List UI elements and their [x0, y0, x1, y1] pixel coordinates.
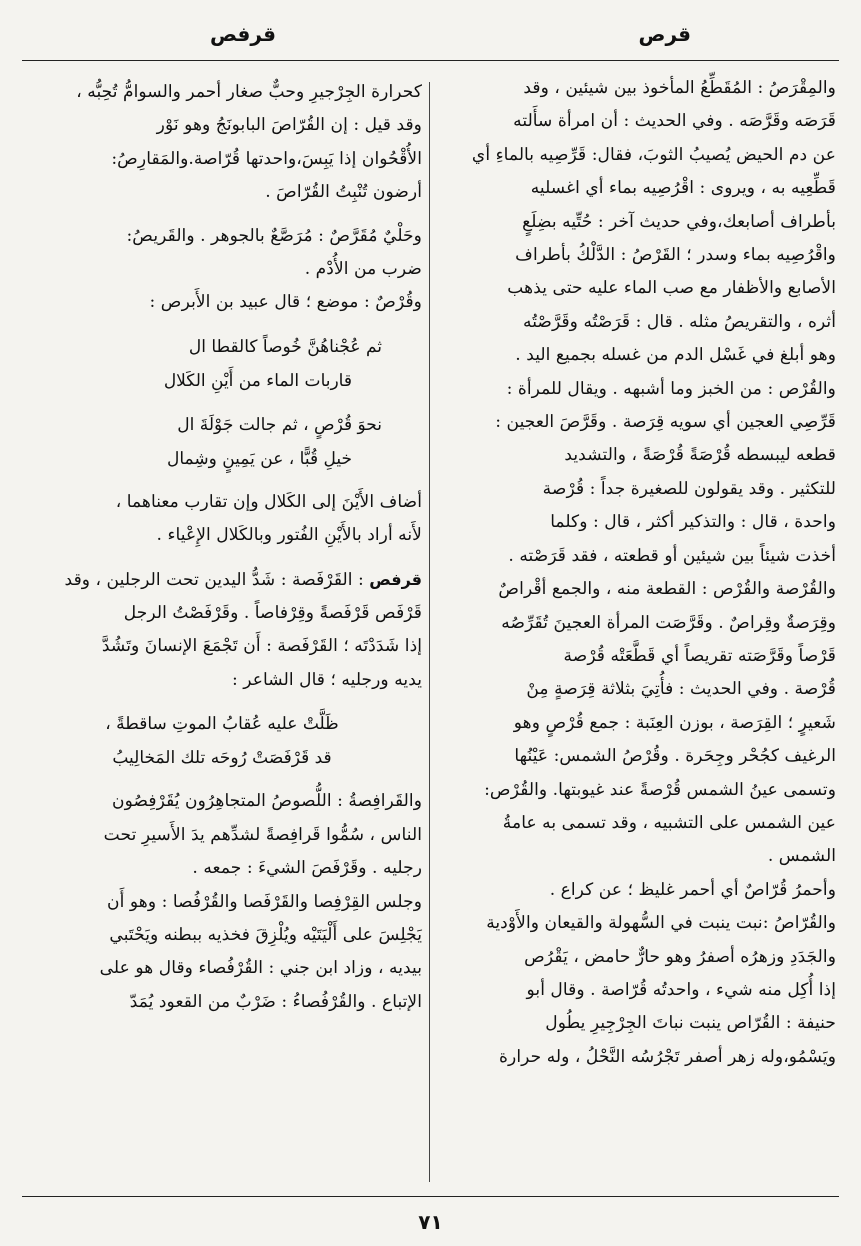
text-line: الإتباع . والقُرْفُصاءُ : ضَرْبٌ من القعود يُمَدّ: [129, 991, 422, 1012]
verse-line: ثم عُجْناهُنَّ خُوصاً كالقطا ال: [188, 336, 382, 357]
page-number: ٧١: [418, 1210, 443, 1234]
text-line: والقُرْصة والقُرْص : القطعة منه ، والجمع أقْراصٌ: [498, 579, 836, 600]
text-line: قَرْصاً وقَرَّصَته تقريصاً أي قَطَّعَتْه قُرْصة: [563, 645, 836, 666]
text-line: شَعيرٍ ؛ القِرَصة ، بوزن العِنَبة : جمع قُرْصٍ وهو: [513, 712, 836, 733]
text-line: أثره ، والتقريصُ مثله . قال : قَرَصْتُه وقَرَّصْتُه: [522, 311, 836, 332]
text-line: الأُقْحُوان إذا يَبِسَ،واحدتها قُرّاصة.والمَقارِصُ:: [111, 148, 422, 169]
text-line: قطعه ليبسطه قُرْصَةً قُرْصَةً ، والتشديد: [564, 445, 836, 466]
text-line: والجَدَدِ وزهرُه أصفرُ وهو حارٌّ حامض ، يَقْرُص: [524, 946, 836, 967]
text-line: قَرَصَه وقَرَّصَه . وفي الحديث : أن امرأة سأَلته: [513, 111, 836, 132]
text-line: بيديه ، وزاد ابن جني : القُرْفُصاء وقال هو على: [99, 958, 422, 979]
text-line: واحدة ، قال : والتذكير أكثر ، قال : وكلما: [550, 512, 836, 533]
text-line: وقد قيل : إن القُرّاصَ البابونَجُ وهو نَوْر: [156, 115, 422, 136]
text-line: أخذت شيئاً بين شيئين أو قطعته ، فقد قَرَصْته .: [508, 545, 836, 566]
text-line: يَجْلِسَ على أَلْيَتَيْه ويُلْزِقَ فخذيه ببطنه ويَحْتَبي: [109, 924, 422, 945]
text-line: وقِرَصةٌ وقِراصٌ . وقَرَّصَت المرأة العجينَ تُقَرِّصُه: [501, 612, 836, 633]
text-line: وقُرْصٌ : موضع ؛ قال عبيد بن الأَبرص :: [149, 292, 422, 313]
paragraph-gap: [22, 476, 422, 486]
paragraph-gap: [22, 210, 422, 220]
running-header-right: قرص: [638, 22, 691, 46]
text-line: الأصابع والأظفار مع صب الماء عليه حتى يذهب: [507, 278, 836, 299]
text-line: : القَرْفَصة : شَدُّ اليدين تحت الرجلين ، وقد: [64, 569, 364, 590]
verse-line: نحوَ قُرْصٍ ، ثم جالت جَوْلَةَ ال: [177, 414, 382, 435]
paragraph-gap: [22, 697, 422, 707]
text-line: أرضون تُنْبِتُ القُرّاصَ .: [265, 182, 422, 203]
paragraph-gap: [22, 553, 422, 563]
text-line: قَطِّعِيه به ، ويروى : اقْرُصِيه بماء أي اغسليه: [530, 178, 836, 199]
text-line: يديه ورجليه ؛ قال الشاعر :: [232, 669, 422, 690]
verse-line: خيلِ قُبًّا ، عن يَمِينٍ وشِمال: [167, 448, 352, 469]
text-line: والمِقْرَصُ : المُقَطِّعُ المأخوذ بين شيئين ، وقد: [523, 78, 836, 98]
text-line: الناس ، سُمُّوا قَرافِصةً لشدِّهم يدَ الأَسيرِ تحت: [103, 824, 422, 845]
verse-line: قاربات الماء من أَيْنِ الكَلال: [163, 370, 352, 391]
text-line: بأطراف أصابعك،وفي حديث آخر : حُتِّيه بضِلَعٍ: [522, 211, 836, 232]
running-header-left: قرفص: [210, 22, 276, 46]
text-line: الشمس .: [767, 846, 836, 867]
text-line: والقَرافِصةُ : اللُّصوصُ المتجاهِرُون يُقَرْفِصُون: [111, 791, 422, 812]
text-line: رجليه . وقَرْفَصَ الشيءَ : جمعه .: [192, 858, 422, 879]
top-rule: [22, 60, 839, 61]
text-line: حنيفة : القُرّاص ينبت نباتَ الجِرْجِيرِ يطُول: [545, 1013, 836, 1034]
entry-first-line: [22, 563, 422, 597]
text-line: قُرْصة . وفي الحديث : فأُتِيَ بثلاثة قِرَصةٍ مِنْ: [526, 679, 836, 700]
text-line: الرغيف كجُحْر وجِحَرة . وقُرْصُ الشمس: عَيْنُها: [514, 746, 836, 767]
text-line: أضاف الأَيْنَ إلى الكَلال وإن تقارب معناهما ،: [115, 491, 422, 512]
text-line: ويَسْمُو،وله زهر أصفر تَجْرُسُه النَّحْلُ ، وله حرارة: [499, 1046, 836, 1067]
text-line: كحرارة الجِرْجيرِ وحبٌّ صغار أحمر والسوامُّ تُحِبُّه ،: [76, 82, 422, 102]
text-line: والقُرّاصُ :نبت ينبت في السُّهولة والقيعان والأَوْدية: [486, 913, 836, 934]
text-line: والقُرْص : من الخبز وما أشبهه . ويقال للمرأة :: [506, 378, 836, 399]
right-column: [436, 72, 836, 1074]
verse-line: ظَلَّتْ عليه عُقابُ الموتِ ساقطةً ،: [105, 714, 339, 735]
text-line: وجلس القِرْفِصا والقَرْفَصا والقُرْفُصا : وهو أَن: [107, 891, 422, 912]
column-divider: [429, 82, 430, 1182]
verse-line: قد قَرْفَصَتْ رُوحَه تلك المَخالِيبُ: [112, 748, 332, 769]
text-line: قَرِّصِي العجين أي سويه قِرَصة . وقَرَّصَ العجين :: [495, 412, 836, 433]
text-line: إذا أُكِل منه شيء ، واحدتُه قُرّاصة . وقال أبو: [526, 979, 836, 1000]
text-line: ضرب من الأُدْم .: [304, 259, 422, 280]
text-line: عين الشمس على التشبيه ، وقد تسمى به عامةُ: [502, 812, 836, 833]
text-line: عن دم الحيض يُصيبُ الثوبَ، فقال: قَرِّصِيه بالماءِ أي: [471, 144, 836, 165]
left-column: [22, 76, 422, 1019]
text-line: قَرْفَص قَرْفَصةً وقِرْفاصاً . وقَرْفَصْتُ الرجل: [123, 603, 422, 624]
paragraph-gap: [22, 320, 422, 330]
text-line: إذا شَدَدْتَه ؛ القَرْفَصة : أَن تَجْمَعَ الإنسانَ وتَشُدَّ: [101, 636, 422, 657]
text-line: للتكثير . وقد يقولون للصغيرة جداً : قُرْصة: [542, 478, 836, 499]
text-line: وأحمرُ قُرّاصٌ أي أحمر غليظ ؛ عن كراع .: [549, 879, 836, 900]
text-line: وهو أبلغ في غَسْل الدم من غسله بجميع اليد .: [515, 345, 836, 366]
paragraph-gap: [22, 775, 422, 785]
entry-headword: قرفص: [369, 569, 422, 589]
text-line: وتسمى عينُ الشمس قُرْصةً عند غيوبتها. والقُرْص:: [484, 779, 836, 800]
text-line: لأَنه أراد بالأَيْنِ الفُتور وبالكَلال الإِعْياء .: [156, 525, 422, 546]
paragraph-gap: [22, 398, 422, 408]
text-line: واقْرُصِيه بماء وسدر ؛ القَرْصُ : الدَّلْكُ بأطراف: [515, 245, 836, 266]
text-line: وحَلْيٌ مُقَرَّصٌ : مُرَصَّعٌ بالجوهر . والقَريصُ:: [126, 225, 422, 246]
bottom-rule: [22, 1196, 839, 1197]
